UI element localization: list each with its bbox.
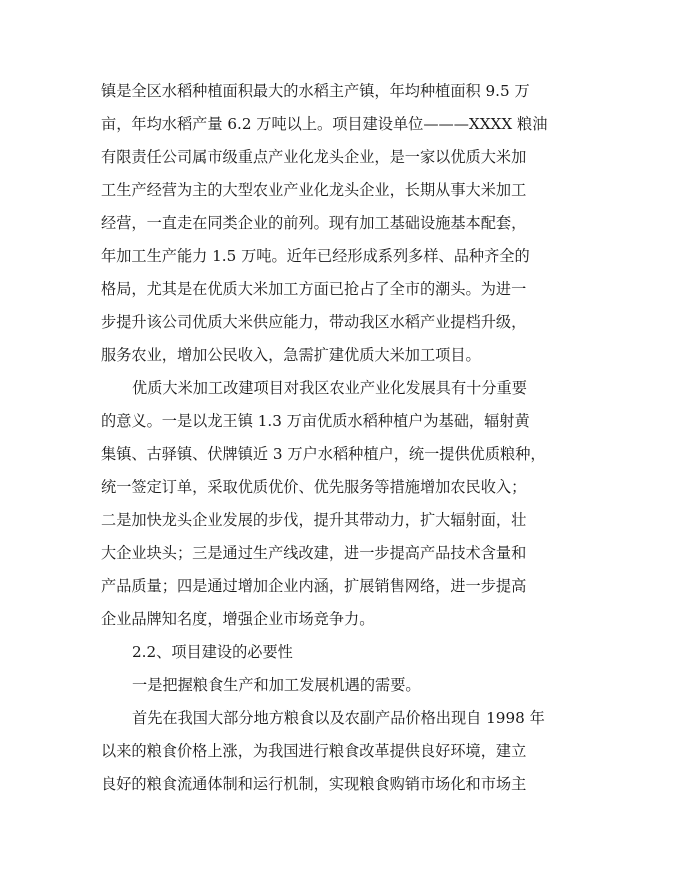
section-heading: 2.2、项目建设的必要性 [132, 643, 293, 661]
text-line: 工生产经营为主的大型农业产业化龙头企业，长期从事大米加工 [101, 181, 527, 199]
text-line: 镇是全区水稻种植面积最大的水稻主产镇，年均种植面积 9.5 万 [101, 82, 530, 100]
text-line: 以来的粮食价格上涨，为我国进行粮食改革提供良好环境，建立 [101, 742, 527, 760]
text-line: 有限责任公司属市级重点产业化龙头企业，是一家以优质大米加 [101, 148, 527, 166]
text-line: 统一签定订单，采取优质优价、优先服务等措施增加农民收入； [101, 478, 527, 496]
text-line: 的意义。一是以龙王镇 1.3 万亩优质水稻种植户为基础，辐射黄 [101, 412, 530, 430]
text-line: 一是把握粮食生产和加工发展机遇的需要。 [132, 676, 421, 694]
text-line: 服务农业，增加公民收入，急需扩建优质大米加工项目。 [101, 346, 481, 364]
text-line: 二是加快龙头企业发展的步伐，提升其带动力，扩大辐射面，壮 [101, 511, 527, 529]
text-line: 优质大米加工改建项目对我区农业产业化发展具有十分重要 [132, 379, 527, 397]
text-line: 亩，年均水稻产量 6.2 万吨以上。项目建设单位———XXXX 粮油 [101, 115, 548, 133]
text-line: 年加工生产能力 1.5 万吨。近年已经形成系列多样、品种齐全的 [101, 247, 530, 265]
text-line: 格局，尤其是在优质大米加工方面已抢占了全市的潮头。为进一 [101, 280, 527, 298]
text-line: 良好的粮食流通体制和运行机制，实现粮食购销市场化和市场主 [101, 775, 527, 793]
text-line: 经营，一直走在同类企业的前列。现有加工基础设施基本配套， [101, 214, 527, 232]
text-line: 步提升该公司优质大米供应能力，带动我区水稻产业提档升级， [101, 313, 527, 331]
text-line: 首先在我国大部分地方粮食以及农副产品价格出现自 1998 年 [132, 709, 545, 727]
text-line: 集镇、古驿镇、伏牌镇近 3 万户水稻种植户，统一提供优质粮种， [101, 445, 546, 463]
text-line: 企业品牌知名度，增强企业市场竞争力。 [101, 610, 375, 628]
text-line: 产品质量；四是通过增加企业内涵，扩展销售网络，进一步提高 [101, 577, 527, 595]
text-line: 大企业块头；三是通过生产线改建，进一步提高产品技术含量和 [101, 544, 527, 562]
